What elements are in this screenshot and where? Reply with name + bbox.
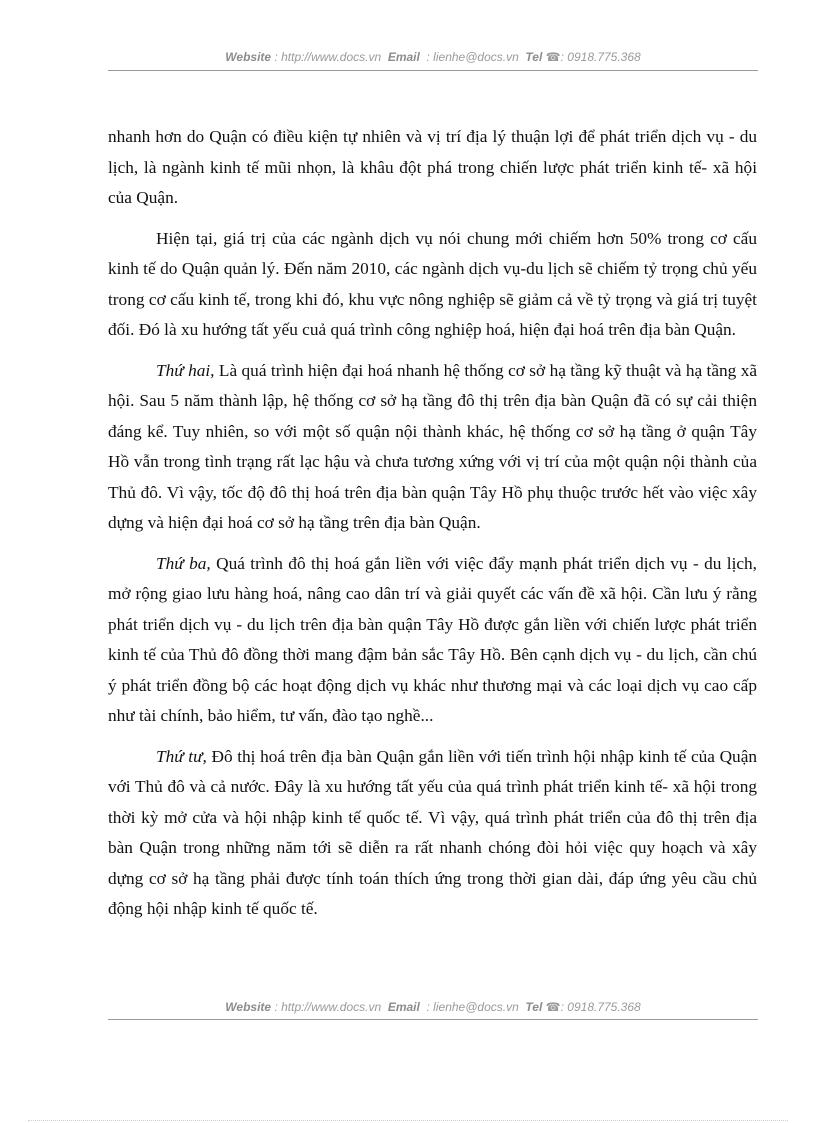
header-divider xyxy=(108,70,758,71)
footer-website-link[interactable]: : http://www.docs.vn xyxy=(274,1000,382,1014)
footer-tel-value: : 0918.775.368 xyxy=(560,1000,641,1014)
page-footer xyxy=(108,1000,758,1014)
footer-website-label: Website xyxy=(225,1000,272,1014)
paragraph-3 xyxy=(108,356,757,539)
footer-tel-label: Tel xyxy=(525,1000,543,1014)
paragraph-4-text: Quá trình đô thị hoá gắn liền với việc đẩy mạnh phát triển dịch vụ - du lịch, mở rộng giao lưu hàng hoá, nâng cao dân trí và giải quyết các vấn đề xã hội. Cần lưu ý rằng phát triển dịch vụ - du lịch trên địa bàn quận Tây Hồ được gắn liền với chiến lược phát triển kinh tế của Thủ đô đồng thời mang đậm bản sắc Tây Hồ. Bên cạnh dịch vụ - du lịch, cần chú ý phát triển đồng bộ các hoạt động dịch vụ khác như thương mại và các loại dịch vụ cao cấp như tài chính, bảo hiểm, tư vấn, đào tạo nghề... xyxy=(108,553,758,725)
header-tel-value: : 0918.775.368 xyxy=(560,50,641,64)
paragraph-4 xyxy=(108,549,757,732)
page-header xyxy=(108,50,758,64)
footer-email-label: Email xyxy=(387,1000,420,1014)
header-email-label: Email xyxy=(387,50,420,64)
paragraph-4-lead: Thứ ba, xyxy=(156,553,211,573)
paragraph-3-text: Là quá trình hiện đại hoá nhanh hệ thống cơ sở hạ tầng kỹ thuật và hạ tầng xã hội. Sau 5 năm thành lập, hệ thống cơ sở hạ tầng đô thị trên địa bàn Quận đã có sự cải thiện đáng kể. Tuy nhiên, so với một số quận nội thành khác, hệ thống cơ sở hạ tầng ở quận Tây Hồ vẫn trong tình trạng rất lạc hậu và chưa tương xứng với vị trí của một quận nội thành của Thủ đô. Vì vậy, tốc độ đô thị hoá trên địa bàn quận Tây Hồ phụ thuộc trước hết vào việc xây dựng và hiện đại hoá cơ sở hạ tầng trên địa bàn Quận. xyxy=(108,360,758,532)
header-tel-label: Tel xyxy=(525,50,543,64)
header-email-link[interactable]: : lienhe@docs.vn xyxy=(426,50,519,64)
paragraph-5-text: Đô thị hoá trên địa bàn Quận gắn liền với tiến trình hội nhập kinh tế của Quận với Thủ đô và cả nước. Đây là xu hướng tất yếu của quá trình phát triển kinh tế- xã hội trong thời kỳ mở cửa và hội nhập kinh tế quốc tế. Vì vậy, quá trình phát triển của đô thị trên địa bàn Quận trong những năm tới sẽ diễn ra rất nhanh chóng đòi hỏi việc quy hoạch và xây dựng cơ sở hạ tầng phải được tính toán thích ứng trong thời gian dài, đáp ứng yêu cầu chủ động hội nhập kinh tế quốc tế. xyxy=(108,746,757,918)
header-website-label: Website xyxy=(225,50,272,64)
footer-divider xyxy=(108,1019,758,1020)
paragraph-3-lead: Thứ hai, xyxy=(156,360,215,380)
phone-icon: ☎ xyxy=(545,50,561,64)
paragraph-5 xyxy=(108,742,757,925)
paragraph-2: Hiện tại, giá trị của các ngành dịch vụ nói chung mới chiếm hơn 50% trong cơ cấu kinh tế do Quận quản lý. Đến năm 2010, các ngành dịch vụ-du lịch sẽ chiếm tỷ trọng chủ yếu trong cơ cấu kinh tế, trong khi đó, khu vực nông nghiệp sẽ giảm cả về tỷ trọng và giá trị tuyệt đối. Đó là xu hướng tất yếu cuả quá trình công nghiệp hoá, hiện đại hoá trên địa bàn Quận. xyxy=(108,228,757,339)
paragraph-5-lead: Thứ tư, xyxy=(156,746,207,766)
phone-icon: ☎ xyxy=(545,1000,561,1014)
paragraph-1: nhanh hơn do Quận có điều kiện tự nhiên và vị trí địa lý thuận lợi để phát triển dịch vụ - du lịch, là ngành kinh tế mũi nhọn, là khâu đột phá trong chiến lược phát triển kinh tế- xã hội của Quận. xyxy=(108,127,757,207)
document-body xyxy=(108,122,757,935)
footer-email-link[interactable]: : lienhe@docs.vn xyxy=(426,1000,519,1014)
page-bottom-border xyxy=(28,1120,788,1121)
header-website-link[interactable]: : http://www.docs.vn xyxy=(274,50,382,64)
